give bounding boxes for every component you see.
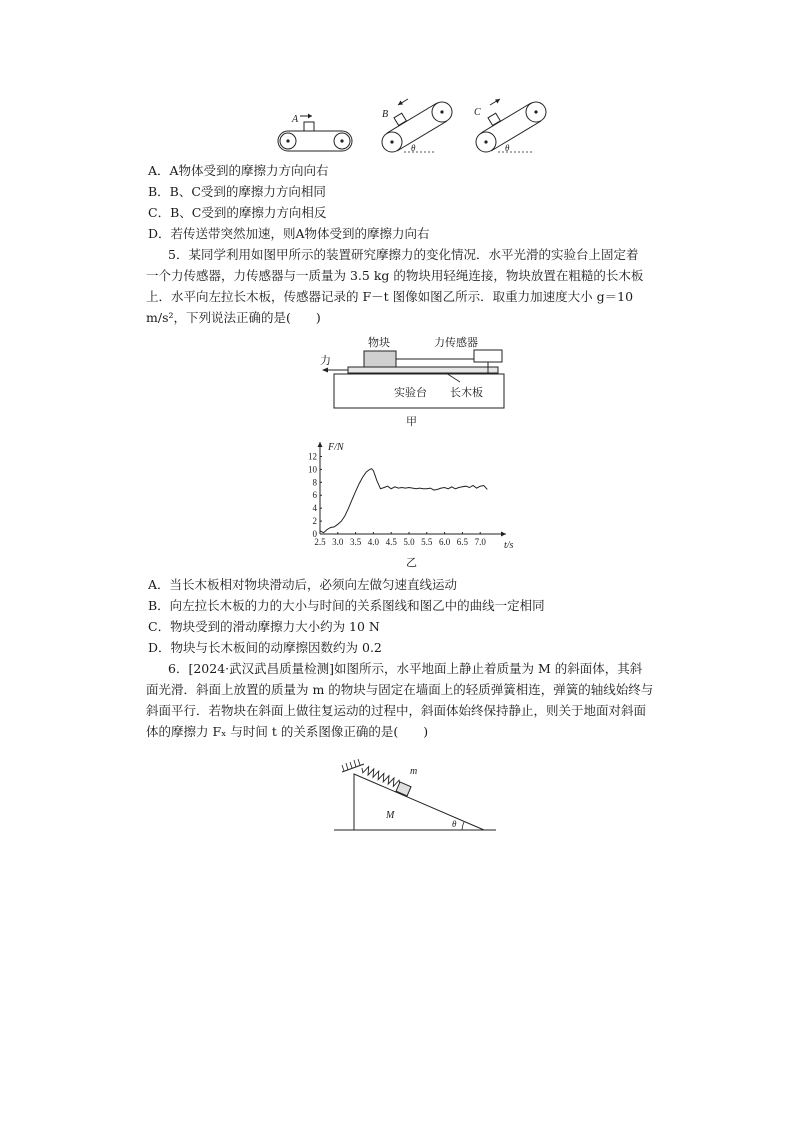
label-M: M bbox=[386, 810, 395, 821]
y-tick-label: 4 bbox=[312, 503, 317, 514]
y-tick-label: 8 bbox=[312, 477, 317, 488]
q5-option-a: A．当长木板相对物块滑动后，必须向左做匀速直线运动 bbox=[148, 577, 458, 592]
q4-option-c: C．B、C受到的摩擦力方向相反 bbox=[148, 205, 327, 220]
chart-y-label: F/N bbox=[328, 442, 344, 453]
q5-stem-line-1: 5．某同学利用如图甲所示的装置研究摩擦力的变化情况．水平光滑的实验台上固定着 bbox=[168, 247, 639, 262]
x-tick-label: 3.5 bbox=[349, 537, 362, 547]
chart-axes bbox=[318, 442, 507, 537]
ft-chart bbox=[298, 436, 528, 570]
q5-option-d: D．物块与长木板间的动摩擦因数约为 0.2 bbox=[148, 640, 382, 655]
q5-stem-line-2: 一个力传感器，力传感器与一质量为 3.5 kg 的物块用轻绳连接，物块放置在粗糙的长木板 bbox=[146, 268, 644, 283]
x-tick-label: 5.5 bbox=[421, 537, 433, 547]
label-b: B bbox=[382, 109, 389, 120]
x-tick-label: 7.0 bbox=[474, 537, 486, 547]
belt-c bbox=[474, 99, 546, 153]
q4-option-a: A．A物体受到的摩擦力方向向右 bbox=[148, 163, 329, 178]
label-force: 力 bbox=[320, 355, 331, 367]
chart-ticks bbox=[308, 451, 486, 547]
q5-stem-line-4: m/s²，下列说法正确的是( ) bbox=[146, 310, 321, 325]
x-tick-label: 4.5 bbox=[385, 537, 397, 547]
x-axis-arrow bbox=[501, 532, 506, 537]
label-board: 长木板 bbox=[450, 387, 483, 399]
apparatus-figure-jia bbox=[318, 334, 508, 430]
theta-b: θ bbox=[411, 143, 416, 153]
label-block: 物块 bbox=[368, 337, 390, 349]
x-tick-label: 5.0 bbox=[403, 537, 415, 547]
belt-a bbox=[278, 114, 352, 152]
x-tick-label: 6.0 bbox=[438, 537, 451, 547]
q6-stem-line-2: 面光滑．斜面上放置的质量为 m 的物块与固定在墙面上的轻质弹簧相连，弹簧的轴线始终与 bbox=[146, 682, 654, 697]
y-tick-label: 0 bbox=[312, 529, 317, 539]
chart-x-label: t/s bbox=[504, 540, 514, 551]
y-tick-label: 6 bbox=[312, 490, 317, 501]
q4-option-b: B．B、C受到的摩擦力方向相同 bbox=[148, 184, 326, 199]
caption-jia: 甲 bbox=[406, 416, 417, 428]
q4-option-d: D．若传送带突然加速，则A物体受到的摩擦力向右 bbox=[148, 226, 430, 241]
q5-option-c: C．物块受到的滑动摩擦力大小约为 10 N bbox=[148, 619, 380, 634]
chart-caption: 乙 bbox=[406, 557, 417, 569]
theta-q6: θ bbox=[452, 819, 457, 829]
y-axis-arrow bbox=[318, 442, 323, 447]
label-sensor: 力传感器 bbox=[434, 337, 478, 349]
q5-stem-line-3: 上．水平向左拉长木板，传感器记录的 F－t 图像如图乙所示．取重力加速度大小 g＝10 bbox=[146, 289, 634, 304]
x-tick-label: 4.0 bbox=[367, 537, 380, 547]
force-curve bbox=[320, 469, 487, 533]
x-tick-label: 3.0 bbox=[332, 537, 344, 547]
y-tick-label: 2 bbox=[312, 516, 317, 527]
q5-option-b: B．向左拉长木板的力的大小与时间的关系图线和图乙中的曲线一定相同 bbox=[148, 598, 545, 613]
belt-b bbox=[382, 99, 452, 153]
label-m: m bbox=[410, 766, 418, 777]
conveyor-belts-figure bbox=[270, 98, 560, 160]
x-tick-label: 6.5 bbox=[456, 537, 469, 547]
q6-stem-line-1: 6．[2024·武汉武昌质量检测]如图所示，水平地面上静止着质量为 M 的斜面体，其斜 bbox=[168, 661, 643, 676]
q6-stem-line-4: 体的摩擦力 Fₓ 与时间 t 的关系图像正确的是( ) bbox=[146, 724, 429, 739]
label-table: 实验台 bbox=[394, 387, 427, 399]
label-a: A bbox=[292, 114, 299, 125]
x-tick-label: 2.5 bbox=[314, 537, 326, 547]
y-tick-label: 12 bbox=[308, 451, 317, 462]
y-tick-label: 10 bbox=[308, 464, 317, 475]
theta-c: θ bbox=[505, 143, 510, 153]
label-c: C bbox=[474, 107, 481, 118]
incline-spring-figure bbox=[334, 752, 500, 836]
q6-stem-line-3: 斜面平行．若物块在斜面上做往复运动的过程中，斜面体始终保持静止，则关于地面对斜面 bbox=[146, 703, 647, 718]
